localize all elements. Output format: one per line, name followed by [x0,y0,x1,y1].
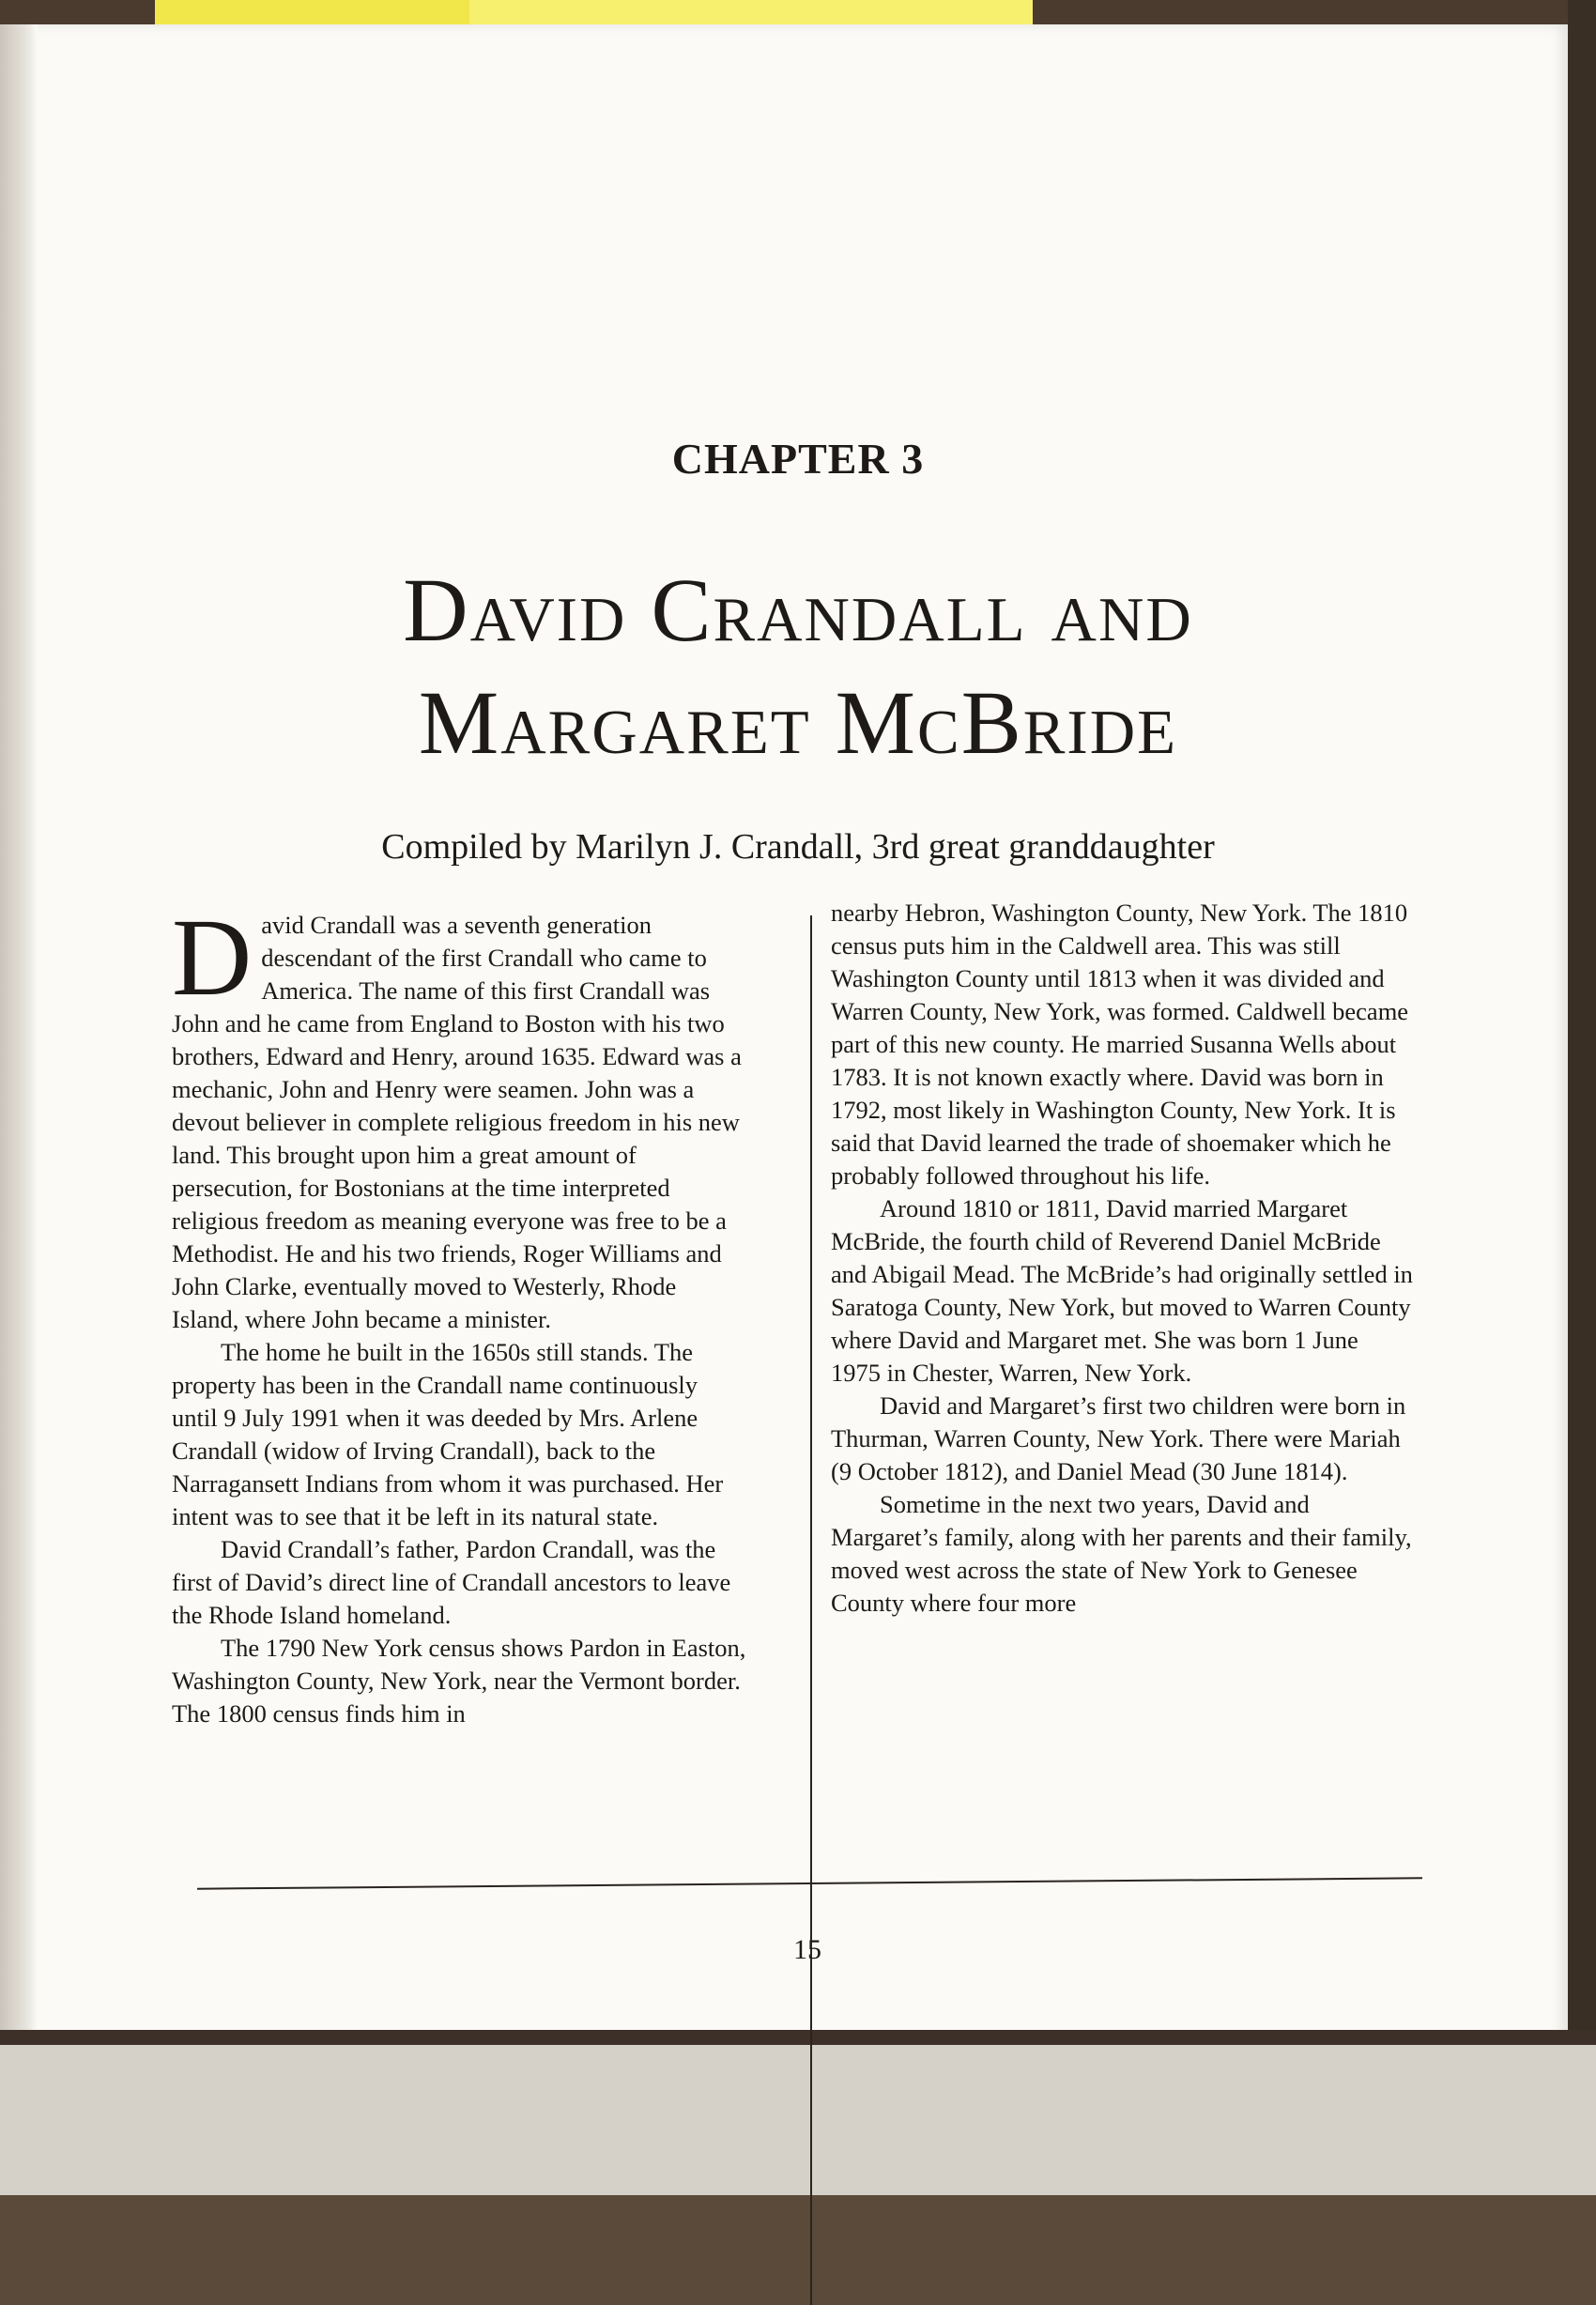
chapter-subtitle: Compiled by Marilyn J. Crandall, 3rd great granddaughter [381,827,1215,867]
chapter-title-line-1: David Crandall and [403,560,1193,660]
chapter-label: CHAPTER 3 [671,435,925,483]
paragraph: The home he built in the 1650s still stands. The property has been in the Crandall name continuously until 9 July 1991 when it was deeded by Mrs. Arlene Crandall (widow of Irving Crandall), back to the Narragansett Indians from whom it was purchased. Her intent was to see that it be left in its natural state. [172,1338,724,1530]
scan-right-edge [1568,0,1596,2195]
paragraph: David and Margaret’s first two children were born in Thurman, Warren County, New York. There were Mariah (9 October 1812), and Daniel Mead (30 June 1814). [831,1391,1406,1485]
paragraph: Around 1810 or 1811, David married Margaret McBride, the fourth child of Reverend Daniel McBride and Abigail Mead. The McBride’s had originally settled in Saratoga County, New York, but moved to Warren County where David and Margaret met. She was born 1 June 1975 in Chester, Warren, New York. [831,1194,1413,1387]
paragraph: David Crandall’s father, Pardon Crandall, was the first of David’s direct line of Crandall ancestors to leave the Rhode Island homeland. [172,1535,731,1629]
paragraph: The 1790 New York census shows Pardon in Easton, Washington County, New York, near the Vermont border. The 1800 census finds him in [172,1634,746,1728]
chapter-title-line-2: Margaret McBride [418,672,1178,773]
column-divider [810,915,812,2305]
scan-bottom-edge [0,2045,1596,2195]
paragraph [172,896,749,1336]
paragraph: Sometime in the next two years, David and Margaret’s family, along with her parents and their family, moved west across the state of New York to Genesee County where four more [831,1490,1412,1617]
drop-cap: D [172,896,253,1019]
page-number: 15 [793,1934,821,1965]
paragraph-text: avid Crandall was a seventh generation descendant of the first Crandall who came to America. The name of this first Crandall was John and he came from England to Boston with his two brothers, Edward and Henry, around 1635. Edward was a mechanic, John and Henry were seamen. John was a devout believer in complete religious freedom in his new land. This brought upon him a great amount of persecution, for Bostonians at the time interpreted religious freedom as meaning everyone was free to be a Methodist. He and his two friends, Roger Williams and John Clarke, eventually moved to Westerly, Rhode Island, where John became a minister. [172,911,742,1333]
chapter-title [188,554,1408,779]
page-gutter [0,24,38,2045]
paragraph: nearby Hebron, Washington County, New York. The 1810 census puts him in the Caldwell area. This was still Washington County until 1813 when it was divided and Warren County, New York, was formed. Caldwell became part of this new county. He married Susanna Wells about 1783. It is not known exactly where. David was born in 1792, most likely in Washington County, New York. It is said that David learned the trade of shoemaker which he probably followed throughout his life. [831,899,1409,1190]
right-column [831,897,1413,1620]
left-column [172,896,749,1730]
